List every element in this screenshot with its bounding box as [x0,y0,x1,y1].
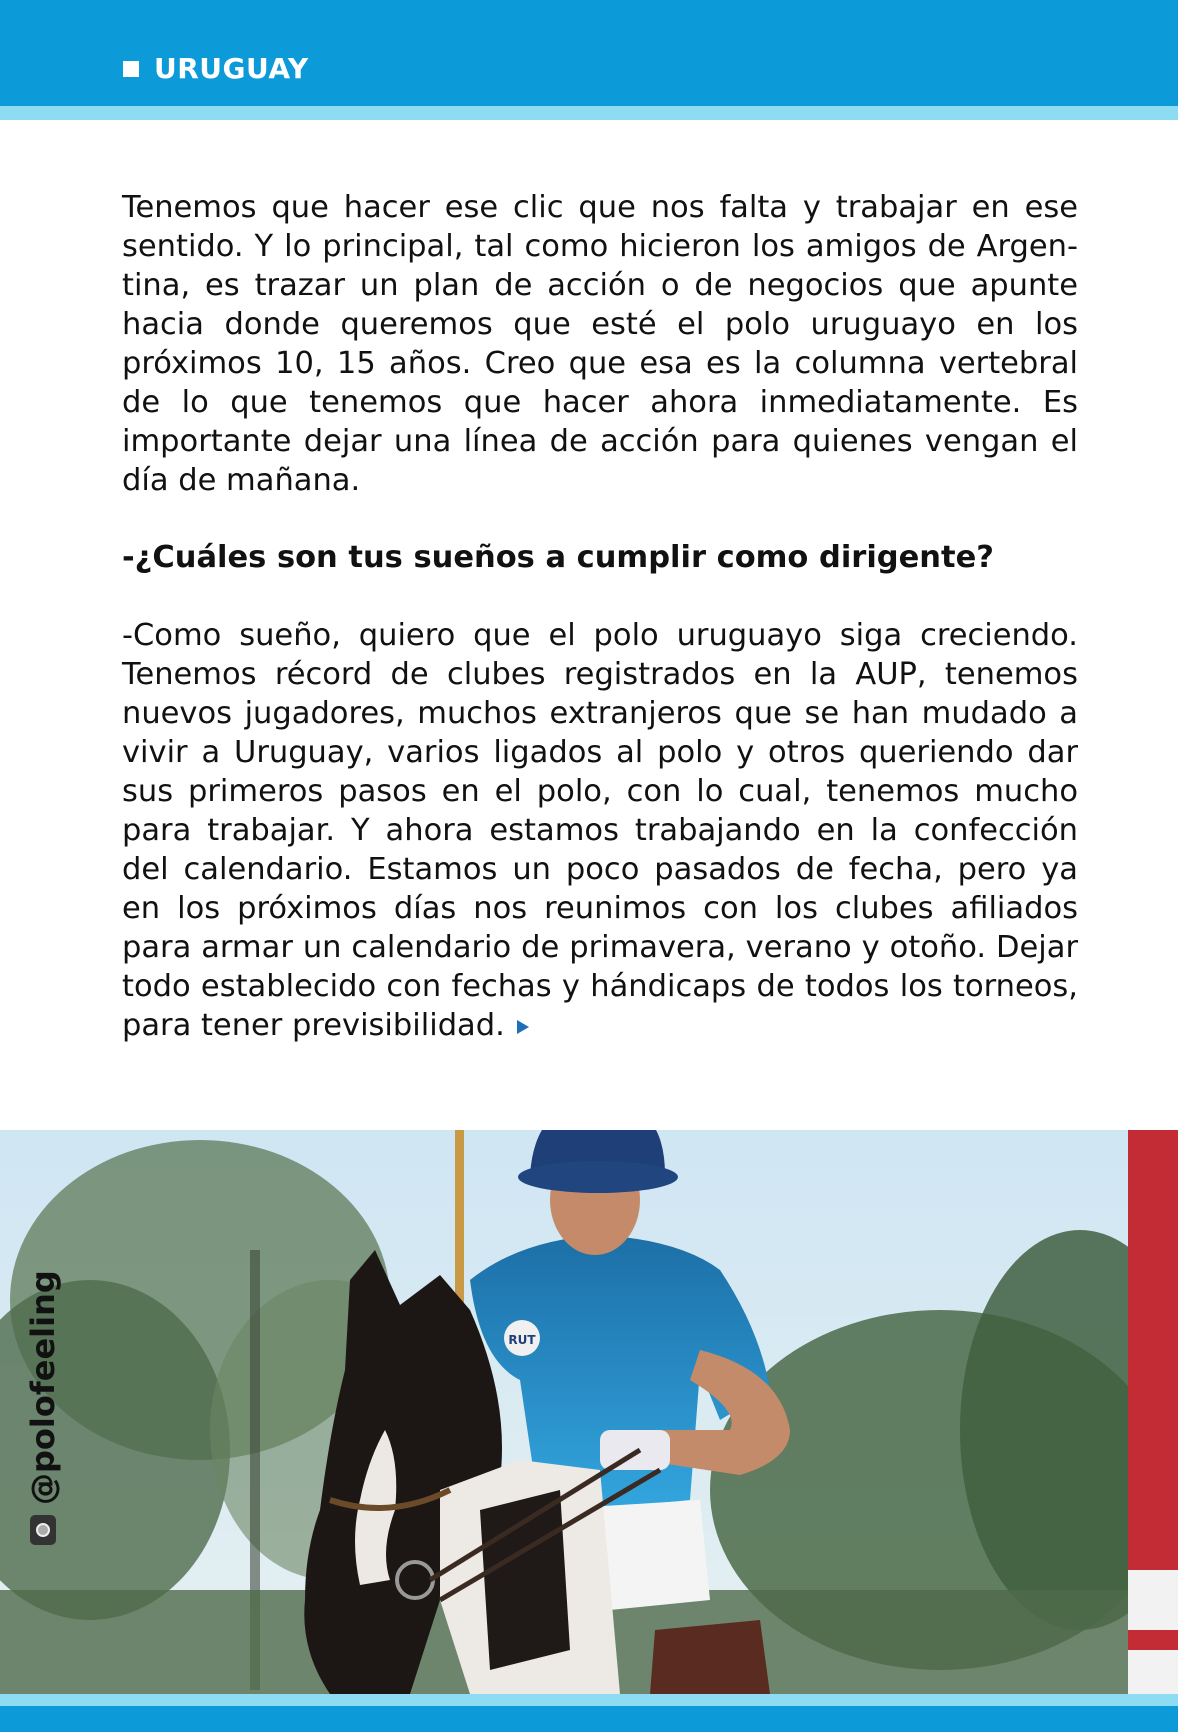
photo-credit [24,1270,62,1545]
article-body [122,188,1078,1045]
header-stripe [0,106,1178,120]
shirt-logo-text: RUT [508,1333,536,1347]
photo-credit-handle: @polofeeling [24,1270,62,1505]
paragraph: Tenemos que hacer ese clic que nos falta y trabajar en ese sentido. Y lo principal, tal como hicieron los amigos de Argentina, es trazar un plan de acción o de negocios que apunte hacia donde queremos que esté el polo uruguayo en los próximos 10, 15 años. Creo que esa es la columna vertebral de lo que tenemos que hacer ahora inmediatamente. Es importante dejar una línea de acción para quienes vengan el día de mañana. [122,190,1078,498]
section-title: URUGUAY [154,52,309,85]
interview-question: -¿Cuáles son tus sueños a cumplir como dirigente? [122,540,994,575]
paragraph-answer [122,616,1078,1045]
camera-icon [30,1515,56,1545]
answer-text: -Como sueño, quiero que el polo uruguayo siga creciendo. Tenemos récord de clubes registrados en la AUP, tenemos nuevos jugadores, muchos extranjeros que se han mudado a vivir a Uruguay, varios ligados al polo y otros queriendo dar sus primeros pasos en el polo, con lo cual, tenemos mucho para trabajar. Y ahora estamos trabajando en la confección del calendario. Estamos un poco pasados de fecha, pero ya en los próximos días nos reunimos con los clubes afiliados para armar un calendario de primavera, verano y otoño. Dejar todo establecido con fechas y hándicaps de todos los torneos, para tener previsibilidad. [122,618,1078,1043]
section-square-icon [123,61,139,77]
photo-illustration [0,1130,1178,1694]
footer-stripe [0,1694,1178,1706]
polo-player-photo [0,1130,1178,1694]
footer-bar [0,1706,1178,1732]
continue-arrow-icon [517,1020,529,1034]
